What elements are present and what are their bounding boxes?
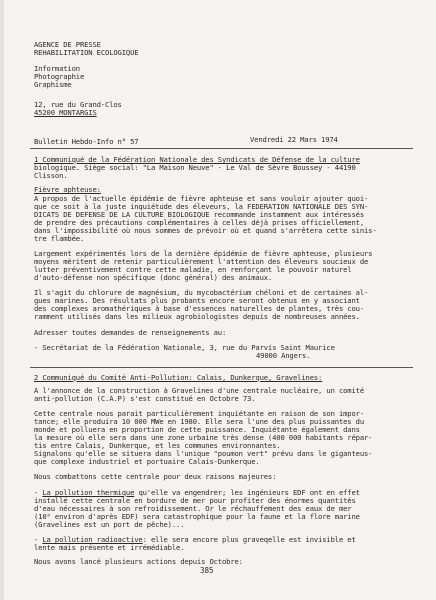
paragraph-line: d'auto-défense non spécifique (donc général) des animaux. xyxy=(34,273,273,282)
section-2-heading: 2 Communiqué du Comité Anti-Pollution: Calais, Dunkerque, Gravelines: xyxy=(34,373,323,382)
divider xyxy=(30,367,413,368)
paragraph-line: la mesure où elle sera dans une zone urbaine très dense (400 000 habitants répar- xyxy=(34,433,373,442)
divider xyxy=(30,148,413,149)
service-information: Information xyxy=(34,64,80,73)
paragraph-line: DICATS DE DEFENSE DE LA CULTURE BIOLOGIQUE recommande instamment aux intéressés xyxy=(34,210,365,219)
thermal-pollution-text: qu'elle va engendrer; les ingénieurs EDF ont en effet xyxy=(134,488,360,497)
section-1-heading-line2: biologique. Siège social: "La Maison Neuve" - Le Val de Sèvre Boussey - 44190 xyxy=(34,163,356,172)
paragraph-line: que complexe industriel et portuaire Calais-Dunkerque. xyxy=(34,457,260,466)
reasons-intro: Nous combattons cette centrale pour deux raisons majeures: xyxy=(34,472,277,481)
paragraph-line: installé cette centrale en bordure de mer pour profiter des énormes quantités xyxy=(34,496,356,505)
section-1-heading-line1: 1 Communiqué de la Fédération Nationale des Syndicats de Défense de la culture xyxy=(34,155,360,164)
paragraph-line: lente mais présente et irrémédiable. xyxy=(34,543,185,552)
org-name-line2: REHABILITATION ECOLOGIQUE xyxy=(34,48,139,57)
paragraph-line: tance; elle produira 10 000 MWe en 1980. Elle sera l'une des plus puissantes du xyxy=(34,417,365,426)
paragraph-line: des complexes aromathériques à base d'essences naturelles de plantes, très cou- xyxy=(34,304,365,313)
paragraph-line: ramment utilisés dans les milieux agrobiologistes depuis de nombreuses années. xyxy=(34,312,360,321)
paragraph-line: Il s'agit du chlorure de magnésium, du mycobactérium chéloni et de certaines al- xyxy=(34,288,369,297)
paragraph-line: que ce soit à la juste inquiétude des éleveurs, la FEDERATION NATIONALE DES SYN- xyxy=(34,202,369,211)
service-photographie: Photographie xyxy=(34,72,85,81)
paragraph-line: d'eau nécessaires à son refroidissement. Or le réchauffement des eaux de mer xyxy=(34,504,352,513)
paragraph-line: tis entre Calais, Dunkerque, et les communes environnantes. xyxy=(34,441,281,450)
paragraph-line: (Gravelines est un port de pêche)... xyxy=(34,520,185,529)
address-street: 12, rue du Grand-Clos xyxy=(34,100,122,109)
paragraph-line: (10⁰ environ d'après EDF) sera catastrophique pour la faune et la flore marine xyxy=(34,512,360,521)
page-number: 385 xyxy=(200,566,214,575)
paragraph-line: gues marines. Des résultats plus probants encore seront obtenus en y associant xyxy=(34,296,360,305)
paragraph-line: monde et polluera en proportion de cette puissance. Inquiétante également dans xyxy=(34,425,360,434)
bullet-dash: - xyxy=(34,488,43,497)
address-city: 45200 MONTARGIS xyxy=(34,108,97,117)
paragraph-line: tre flambée. xyxy=(34,234,85,243)
service-graphisme: Graphisme xyxy=(34,80,72,89)
contact-intro: Adresser toutes demandes de renseignements au: xyxy=(34,328,227,337)
paragraph-line: de prendre des précautions complémentaires à celles déjà prises officiellement, xyxy=(34,218,365,227)
paragraph-line: anti-pollution (C.A.P) s'est constitué en Octobre 73. xyxy=(34,394,256,403)
paragraph-line: lutter préventivement contre cette maladie, en renforçant le pouvoir naturel xyxy=(34,265,352,274)
paragraph-line: A propos de l'actuelle épidémie de fièvre aphteuse et sans vouloir ajouter quoi- xyxy=(34,194,369,203)
closing-line: Nous avons lancé plusieurs actions depuis Octobre: xyxy=(34,557,243,566)
bulletin-title: Bulletin Hebdo-Info n° 57 xyxy=(34,137,139,146)
thermal-pollution-label: La pollution thermique xyxy=(42,488,135,497)
section-1-heading-line3: Clisson. xyxy=(34,171,68,180)
section-1-subheading: Fièvre aphteuse: xyxy=(34,185,101,194)
contact-address-line1: - Secrétariat de la Fédération Nationale, 3, rue du Parvis Saint Maurice xyxy=(34,343,335,352)
paragraph-line: Cette centrale nous parait particulièrement inquiétante en raison de son impor- xyxy=(34,409,365,418)
paragraph-line: moyens méritent de retenir particulièrement l'attention des éleveurs soucieux de xyxy=(34,257,369,266)
paragraph-line: Largement expérimentés lors de la dernière épidémie de fièvre aphteuse, plusieurs xyxy=(34,249,373,258)
paragraph-line: dans l'impossibilité où nous sommes de prévoir où et quand s'arrêtera cette sinis- xyxy=(34,226,377,235)
radioactive-pollution-label: La pollution radioactive xyxy=(42,535,143,544)
bullet-dash: - xyxy=(34,535,43,544)
org-name-line1: AGENCE DE PRESSE xyxy=(34,40,101,49)
bulletin-date: Vendredi 22 Mars 1974 xyxy=(250,135,338,144)
paragraph-line: Signalons qu'elle se situera dans l'unique "poumon vert" prévu dans le giganteus- xyxy=(34,449,373,458)
page-edge-shadow xyxy=(0,0,4,600)
radioactive-pollution-text: : elle sera encore plus graveqelle est invisible et xyxy=(142,535,356,544)
contact-address-line2: 49000 Angers. xyxy=(256,351,311,360)
paragraph-line: A l'annonce de la construction à Gravelines d'une centrale nucléaire, un comité xyxy=(34,386,365,395)
